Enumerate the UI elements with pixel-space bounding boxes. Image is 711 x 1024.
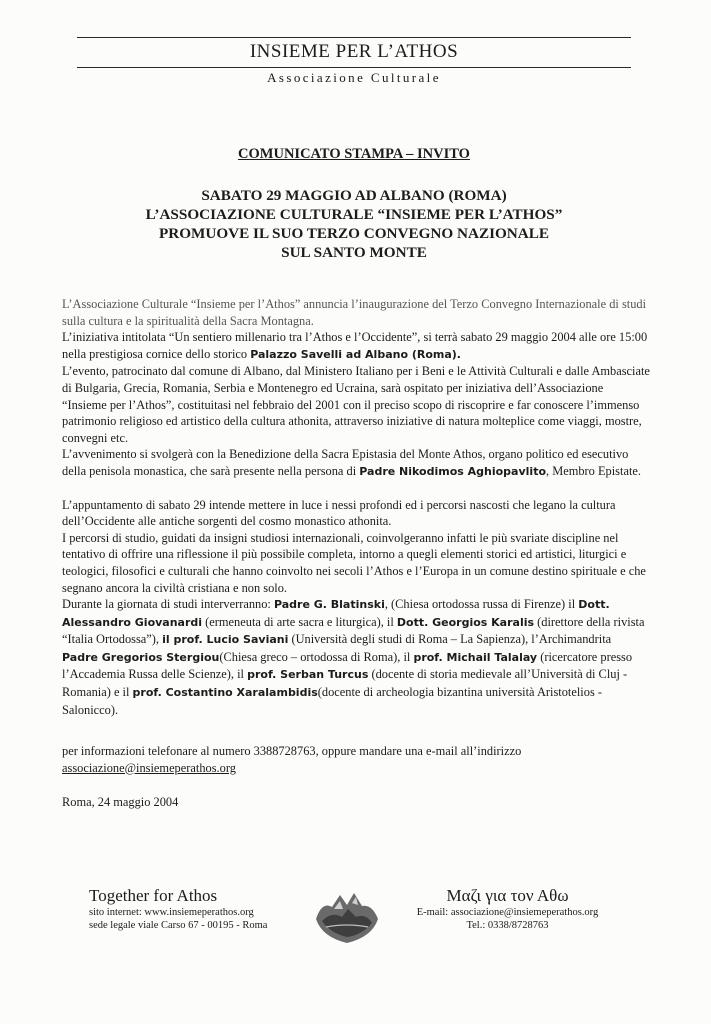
footer-phone: Tel.: 0338/8728763 (466, 920, 549, 931)
speaker-name: Padre Nikodimos Aghiopavlito (359, 464, 547, 478)
paragraph-event (62, 329, 650, 363)
paragraph-speakers (62, 596, 650, 718)
body-text (62, 296, 650, 718)
headline-line: L’ASSOCIAZIONE CULTURALE “INSIEME PER L’ATHOS” (145, 206, 563, 223)
email-link[interactable]: associazione@insiemeperathos.org (62, 760, 236, 775)
text-span: (ermeneuta di arte sacra e liturgica), il (202, 614, 397, 629)
speaker-name: prof. Serban Turcus (247, 668, 369, 682)
footer-title-english: Together for Athos (89, 886, 218, 905)
headline-line: PROMUOVE IL SUO TERZO CONVEGNO NAZIONALE (158, 225, 549, 242)
top-rule (77, 37, 631, 38)
paragraph-purpose: L’appuntamento di sabato 29 intende mettere in luce i nessi profondi ed i percorsi nascosti che legano la cultura dell’Occidente alle antiche sorgenti del cosmo monastico athonita. (62, 497, 616, 529)
headline-line: SUL SANTO MONTE (281, 244, 427, 261)
paragraph-studies: I percorsi di studio, guidati da insigni studiosi internazionali, coinvolgeranno infatti le più svariate discipline nel tentativo di offrire una riflessione il più possibile completa, intorno a quegli elementi storici ed artistici, liturgici e teologici, filosofici e culturali che hanno coinvolto nei secoli l’Athos e l’Europa in un comune destino spirituale e che segnano ancora la civiltà cristiana e non solo. (62, 530, 646, 595)
paragraph-intro: L’Associazione Culturale “Insieme per l’Athos” annuncia l’inaugurazione del Terzo Convegno Internazionale di studi sulla cultura e la spiritualità della Sacra Montagna. (62, 297, 647, 328)
paragraph-blessing (62, 446, 650, 480)
header-divider-rule (77, 67, 631, 68)
text-span: , (Chiesa ortodossa russa di Firenze) il (384, 597, 579, 612)
headline-line: SABATO 29 MAGGIO AD ALBANO (ROMA) (201, 187, 507, 204)
speaker-name: prof. Michail Talalay (413, 650, 538, 664)
text-span: (docente di archeologia bizantina università Aristotelios - Salonicco). (62, 685, 602, 717)
text-span: (direttore della rivista “Italia Ortodossa”), (62, 614, 645, 647)
venue-name: Palazzo Savelli ad Albano (Roma). (250, 347, 461, 361)
speaker-name: Padre Gregorios Stergiou (62, 650, 220, 664)
speaker-name: il prof. Lucio Saviani (162, 633, 289, 647)
organization-title: INSIEME PER L’ATHOS (249, 41, 459, 62)
text-span: L’avvenimento si svolgerà con la Benedizione della Sacra Epistasia del Monte Athos, organo politico ed esecutivo della penisola monastica, che sarà presente nella persona di (62, 447, 629, 478)
footer-left (89, 886, 267, 932)
speaker-name: Dott. Alessandro Giovanardi (62, 598, 610, 629)
text-span: (ricercatore presso l’Accademia Russa delle Scienze), il (62, 649, 633, 682)
paragraph-patronage: L’evento, patrocinato dal comune di Albano, dal Ministero Italiano per i Beni e le Attività Culturali e dalle Ambasciate di Bulgaria, Grecia, Romania, Serbia e Montenegro ed Ucraina, sarà ospitato per iniziativa dell’Associazione “Insieme per l’Athos”, costituitasi nel febbraio del 2001 con il preciso scopo di riscoprire e far conoscere l’immenso patrimonio religioso ed artistico della cultura athonita, attraverso iniziative di natura molteplice come viaggi, mostre, convegni etc. (62, 364, 650, 445)
document-date: Roma, 24 maggio 2004 (62, 795, 179, 809)
text-span: (Chiesa greco – ortodossa di Roma), il (219, 649, 414, 664)
organization-subtitle: Associazione Culturale (267, 70, 441, 85)
footer-email: E-mail: associazione@insiemeperathos.org (416, 907, 599, 918)
text-span: Durante la giornata di studi interverranno: (62, 597, 274, 612)
speaker-name: Padre G. Blatinski (273, 598, 385, 612)
text-span: , Membro Epistate. (546, 463, 641, 478)
text-span: L’iniziativa intitolata “Un sentiero millenario tra l’Athos e l’Occidente”, si terrà sabato 29 maggio 2004 alle ore 15:00 nella prestigiosa cornice dello storico (62, 330, 648, 361)
press-release-label: COMUNICATO STAMPA – INVITO (238, 146, 470, 162)
headline (77, 186, 631, 262)
speaker-name: prof. Costantino Xaralambidis (132, 686, 318, 700)
footer-right (400, 886, 615, 932)
contact-info (62, 743, 650, 776)
footer-title-greek: Μαζι για τον Αθω (446, 886, 569, 905)
website-text: sito internet: www.insiemeperathos.org (89, 907, 254, 918)
mount-athos-logo-icon (312, 887, 382, 947)
text-span: (Università degli studi di Roma – La Sapienza), l’Archimandrita (288, 632, 612, 647)
contact-text: per informazioni telefonare al numero 3388728763, oppure mandare una e-mail all’indirizzo (62, 744, 522, 758)
text-span: (docente di storia medievale all’Università di Cluj - Romania) e il (62, 667, 628, 700)
speaker-name: Dott. Georgios Karalis (396, 615, 535, 629)
address-text: sede legale viale Carso 67 - 00195 - Roma (89, 920, 268, 931)
